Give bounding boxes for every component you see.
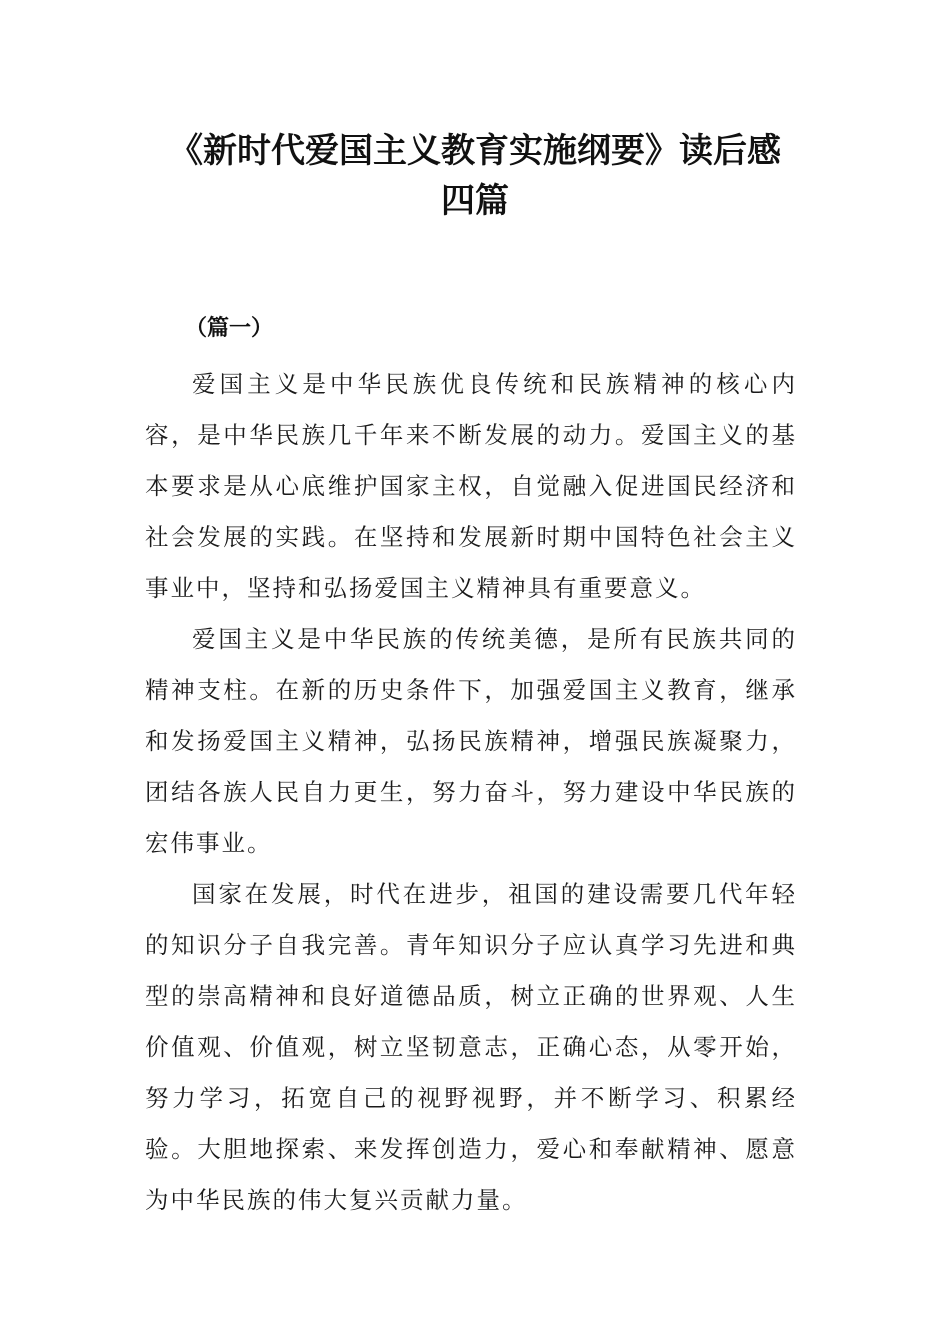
document-title — [140, 126, 810, 226]
title-line-2: 四篇 — [441, 181, 509, 221]
paragraph-2: 爱国主义是中华民族的传统美德，是所有民族共同的精神支柱。在新的历史条件下，加强爱国主义教育，继承和发扬爱国主义精神，弘扬民族精神，增强民族凝聚力，团结各族人民自力更生，努力奋斗，努力建设中华民族的宏伟事业。 — [145, 625, 797, 857]
title-line-1: 《新时代爱国主义教育实施纲要》读后感 — [169, 131, 781, 171]
paragraph-1: 爱国主义是中华民族优良传统和民族精神的核心内容，是中华民族几千年来不断发展的动力。爱国主义的基本要求是从心底维护国家主权，自觉融入促进国民经济和社会发展的实践。在坚持和发展新时期中国特色社会主义事业中，坚持和弘扬爱国主义精神具有重要意义。 — [145, 370, 797, 602]
section-heading: （篇一） — [185, 316, 274, 341]
paragraph-3: 国家在发展，时代在进步，祖国的建设需要几代年轻的知识分子自我完善。青年知识分子应认真学习先进和典型的崇高精神和良好道德品质，树立正确的世界观、人生价值观、价值观，树立坚韧意志，正确心态，从零开始，努力学习，拓宽自己的视野视野，并不断学习、积累经验。大胆地探索、来发挥创造力，爱心和奉献精神、愿意为中华民族的伟大复兴贡献力量。 — [145, 880, 797, 1214]
